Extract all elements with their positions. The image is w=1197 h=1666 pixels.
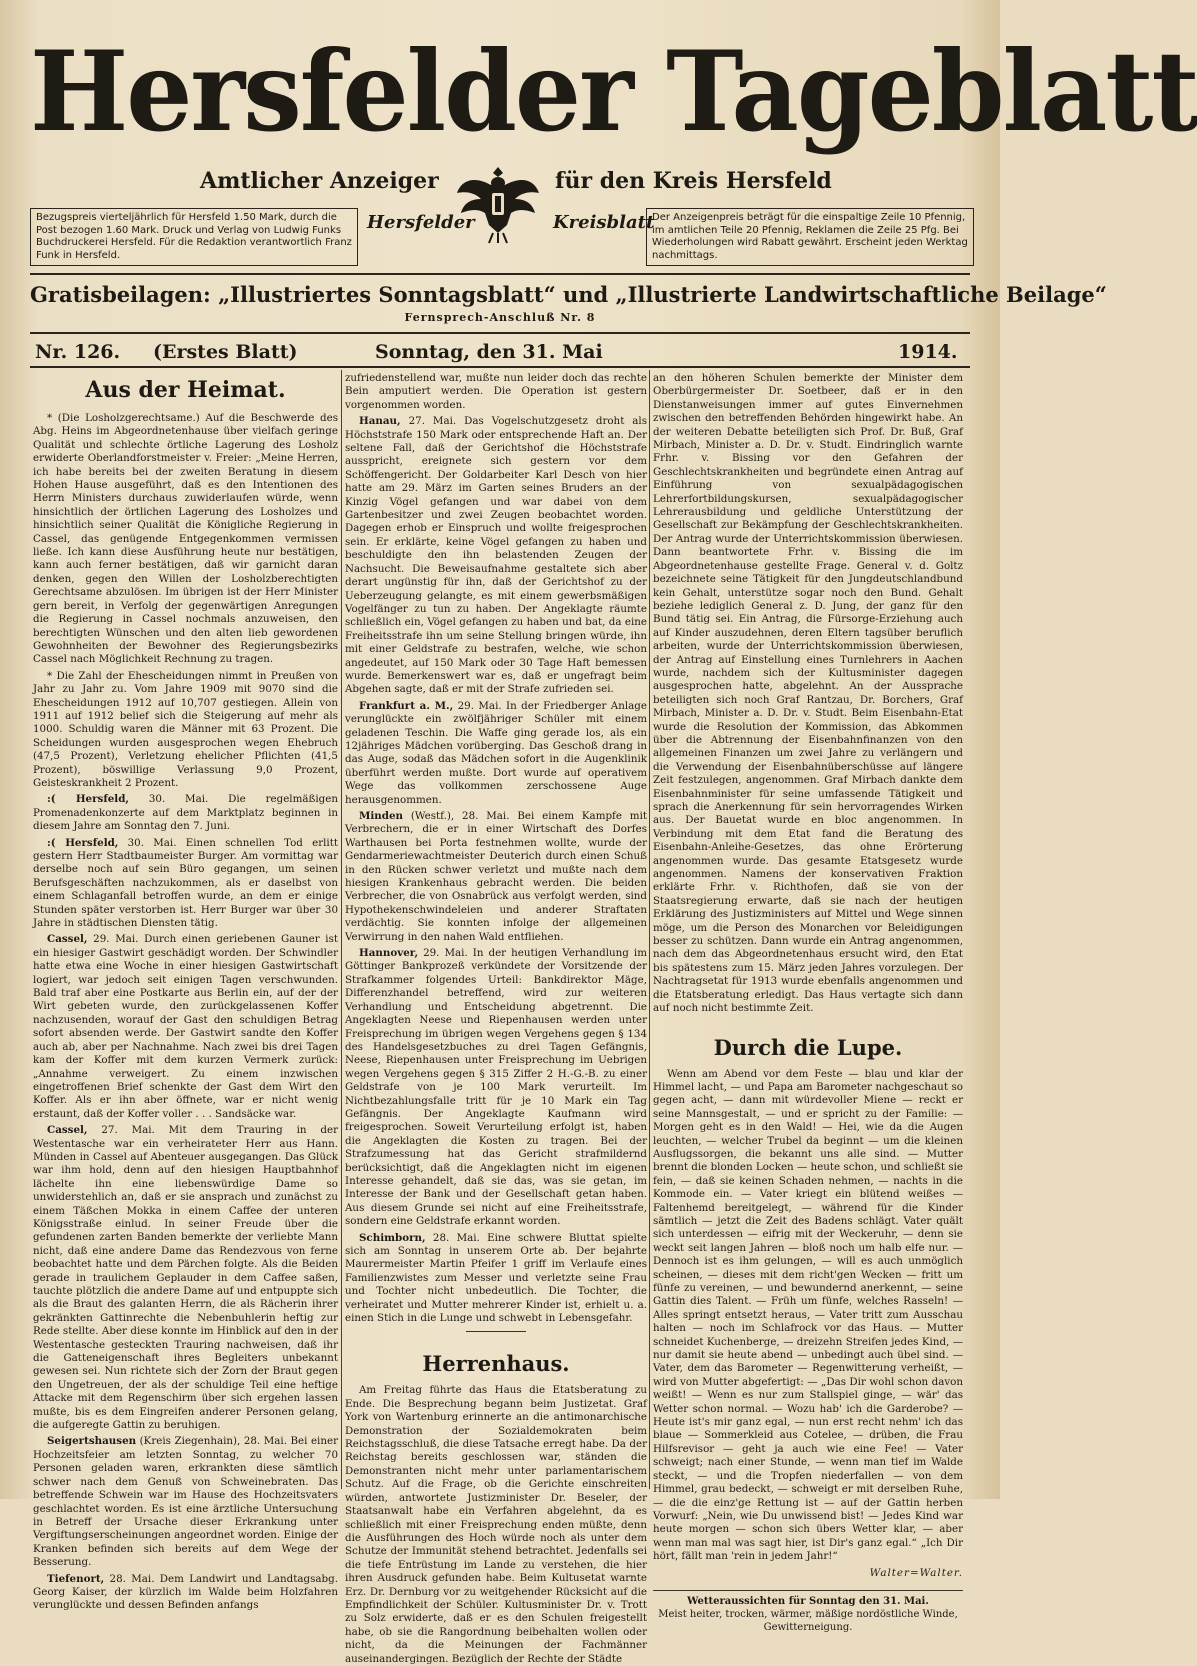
masthead-rule bbox=[30, 273, 970, 275]
poem: Wenn am Abend vor dem Feste — blau und klar der Himmel lacht, — und Papa am Barometer nachgeschaut so gegen acht, — dann mit würdevoller Miene — reckt er seine Mannsgestalt, — und er spricht zu der Familie: — Morgen geht es in den Wald! — Hei, wie da die Augen leuchten, — welcher Trubel da beginnt — um die kleinen Ausflugssorgen, die bekannt uns alle sind. — Mutter brennt die blonden Locken — heute schon, und schließt sie fein, — daß sie keinen Schaden nehmen, — nachts in die Kommode ein. — Vater kriegt ein blütend weißes — Faltenhemd bereitgelegt, — während für die Kinder sämtlich — jetzt die Zeit des Badens schlägt. Vater quält sich unterdessen — eifrig mit der Weckeruhr, — denn sie weckt seit langen Jahren — bloß noch um halb elfe nur. — Dennoch ist es ihm gelungen, — will es auch unmöglich scheinen, — dieses mit dem richt'gen Wecken — fritt um fünfe zu vereinen, — und bewundernd anerkennt, — seine Gattin dies Talent. — Früh um fünfe, welches Rasseln! — Alles springt entsetzt heraus, — Vater tritt zum Ausschau halten — noch im Schlafrock vor das Haus. — Mutter schneidet Kuchenberge, — dreizehn Streifen jedes Kind, — nur damit sie heute abend — unbedingt auch übel sind. — Vater, dem das Barometer — Regenwitterung verheißt, — wird von Mutter abgefertigt: — „Das Dir wohl schon davon weißt! — Wenn es nur zum Stallspiel ginge, — wär' das Wetter schon normal. — Wozu hab' ich die Garderobe? — Heute ist's mir ganz egal, — nun erst recht nehm' ich das blaue — Sommerkleid aus Cotelee, — drüben, die Frau Hilfsrevisor — geht ja auch wie eine Fee! — Vater schweigt; nach einer Stunde, — wenn man tief im Walde steckt, — und die Tropfen niederfallen — von dem Himmel, grau bedeckt, — schweigt er mit derselben Ruhe, — die die einz'ge Rettung ist — auf der Gattin herben Vorwurf: „Nein, wie Du unwissend bist! — Jedes Kind war heute morgen — schon sich übers Wetter klar, — aber wenn man mal was sagt hier, ist Dir's ganz egal.“ „Ich Dir hört, fällt man 'rein in jedem Jahr!“ bbox=[653, 1067, 963, 1563]
dateline: Tiefenort, bbox=[47, 1572, 105, 1585]
article: Schimborn, 28. Mai. Eine schwere Bluttat spielte sich am Sonntag in unserem Orte ab. Der bejahrte Maurermeister Martin Pfeifer 1 griff im Verlaufe eines Familienzwistes zum Messer und verletzte seine Frau und Tochter nicht unbedeutlich. Die Tochter, die verheiratet und Mutter mehrerer Kinder ist, erhielt u. a. einen Stich in die Lunge und schwebt in Lebensgefahr. bbox=[345, 1231, 647, 1325]
signature: Walter=Walter. bbox=[869, 1566, 963, 1579]
section-heading: Herrenhaus. bbox=[422, 1351, 570, 1377]
article: Hannover, 29. Mai. In der heutigen Verhandlung im Göttinger Bankprozeß verkündete der Vorsitzende der Strafkammer folgendes Urteil: Bankdirektor Mäge, Differenzhandel betreffend, wird zur weiteren Verhandlung und Entscheidung abgetrennt. Die Angeklagten Neese und Riepenhausen werden unter Freisprechung im übrigen wegen Vergehens gegen § 134 des Handelsgesetzbuches zu drei Tagen Gefängnis, Neese, Riepenhausen unter Freisprechung im Uebrigen wegen Vergehens gegen § 315 Ziffer 2 H.-G.-B. zu einer Geldstrafe von je 100 Mark verurteilt. Im Nichtbezahlungsfalle tritt für je 10 Mark ein Tag Gefängnis. Der Angeklagte Kaufmann wird freigesprochen. Soweit Verurteilung erfolgt ist, haben die Angeklagten die Kosten zu tragen. Bei der Strafzumessung hat das Gericht strafmildernd berücksichtigt, daß die Angeklagten nicht im eigenen Interesse gehandelt, daß sie das, was sie getan, im Interesse der Bank und der Gesellschaft getan haben. Aus diesem Grunde sei nicht auf eine Freiheitsstrafe, sondern eine Geldstrafe erkannt worden. bbox=[345, 947, 647, 1228]
dateline: Schimborn, bbox=[359, 1231, 426, 1244]
article: Frankfurt a. M., 29. Mai. In der Friedberger Anlage verunglückte ein zwölfjähriger Schüler mit einem geladenen Teschin. Die Waffe ging gerade los, als ein 12jähriges Mädchen vorüberging. Das Geschoß drang in das Auge, sodaß das Mädchen sofort in die Augenklinik überführt werden mußte. Dort wurde auf operativem Wege das vollkommen zerschossene Auge herausgenommen. bbox=[345, 699, 647, 806]
dateline: :( Hersfeld, bbox=[47, 836, 119, 849]
issue-rule-bottom bbox=[30, 366, 970, 368]
kreisblatt-label-left: Hersfelder bbox=[367, 212, 475, 233]
weather-text: Meist heiter, trocken, wärmer, mäßige nordöstliche Winde, Gewitterneigung. bbox=[658, 1608, 958, 1633]
column-divider bbox=[649, 370, 650, 1489]
dateline: Minden bbox=[359, 810, 404, 822]
article: Cassel, 29. Mai. Durch einen geriebenen Gauner ist ein hiesiger Gastwirt geschädigt worden. Der Schwindler hatte etwa eine Woche in einer hiesigen Gastwirtschaft logiert, war jedoch seit einigen Tagen verschwunden. Bald traf aber eine Postkarte aus Berlin ein, auf der der Wirt gebeten wurde, den zurückgelassenen Koffer nachzusenden, worauf der Gast den schuldigen Betrag sofort absenden werde. Der Gastwirt sandte den Koffer auch ab, aber per Nachnahme. Nach zwei bis drei Tagen kam der Koffer mit dem kurzen Vermerk zurück: „Annahme verweigert. Zu einem inzwischen eingetroffenen Brief schenkte der Gast dem Wirt den Koffer. Als er ihn aber öffnete, war er nicht wenig erstaunt, daß der Koffer voller . . . Sandsäcke war. bbox=[33, 933, 339, 1120]
article: :( Hersfeld, 30. Mai. Einen schnellen Tod erlitt gestern Herr Stadtbaumeister Burger. Am vormittag war derselbe noch auf sein Büro gegangen, um seinen Berufsgeschäften nachzukommen, als er daselbst von einem Schlaganfall betroffen wurde, an dem er einige Stunden später verstorben ist. Herr Burger war über 30 Jahre in städtischen Diensten tätig. bbox=[33, 836, 338, 930]
dateline: Cassel, bbox=[47, 1124, 88, 1137]
dateline: :( Hersfeld, bbox=[47, 793, 129, 806]
dateline: Frankfurt a. M., bbox=[359, 699, 454, 712]
dateline: Seigertshausen bbox=[47, 1435, 137, 1448]
article: Minden (Westf.), 28. Mai. Bei einem Kampfe mit Verbrechern, die er in einer Wirtschaft des Dorfes Warthausen bei Porta festnehmen wollte, wurde der Gendarmeriewachtmeister Deuterich durch einen Schuß in den Rücken schwer verletzt und mußte nach dem hiesigen Krankenhaus gebracht werden. Die beiden Verbrecher, die von Osnabrück aus verfolgt werden, sind Hypothekenschwindeleien und anderer Straftaten verdächtig. Sie konnten infolge der allgemeinen Verwirrung in den nahen Wald entfliehen. bbox=[345, 810, 647, 943]
article: Seigertshausen (Kreis Ziegenhain), 28. Mai. Bei einer Hochzeitsfeier am letzten Sonntag, zu welcher 70 Personen geladen waren, erkrankten diese sämtlich schwer nach dem Genuß von Schweinebraten. Das betreffende Schwein war im Hause des Hochzeitsvaters geschlachtet worden. Es ist eine ärztliche Untersuchung in Betreff der Ursache dieser Erkrankung unter Vergiftungserscheinungen angeordnet worden. Einige der Kranken befinden sich bereits auf dem Wege der Besserung. bbox=[33, 1435, 339, 1569]
issue-sheet: (Erstes Blatt) bbox=[153, 341, 298, 363]
beilagen-line: Gratisbeilagen: „Illustriertes Sonntagsblatt“ und „Illustrierte Landwirtschaftliche Beilage“ bbox=[30, 282, 1107, 307]
article: :( Hersfeld, 30. Mai. Die regelmäßigen Promenadenkonzerte auf dem Marktplatz beginnen in diesem Jahre am Sonntag den 7. Juni. bbox=[33, 793, 338, 833]
column-divider bbox=[341, 370, 342, 1489]
article: Hanau, 27. Mai. Das Vogelschutzgesetz droht als Höchststrafe 150 Mark oder entsprechende Haft an. Der seltene Fall, daß der Gerichtshof die Höchststrafe ausspricht, ereignete sich gestern vor dem Schöffengericht. Der Goldarbeiter Karl Desch von hier hatte am 29. März im Garten seines Bruders an der Kinzig Vögel gefangen und war dabei von dem Gartenbesitzer und zwei Zeugen beobachtet worden. Dagegen erhob er Einspruch und wollte freigesprochen sein. Er erklärte, keine Vögel gefangen zu haben und beschuldigte den ihn belastenden Zeugen der Nachsucht. Die Beweisaufnahme gestaltete sich aber derart ungünstig für ihn, daß der Gerichtshof zu der Ueberzeugung gelangte, es mit einem gewerbsmäßigen Vogelfänger zu tun zu haben. Der Angeklagte räumte schließlich ein, Vögel gefangen zu haben und bat, da eine Freiheitsstrafe ihn um seine Stellung bringen würde, ihn mit einer Geldstrafe zu bestrafen, welche, wie schon angedeutet, auf 150 Mark oder 30 Tage Haft bemessen wurde. Bemerkenswert war es, daß er ungefragt beim Abgehen sagte, daß er mit der Strafe zufrieden sei. bbox=[345, 415, 647, 696]
column-1 bbox=[33, 372, 339, 1612]
issue-date: Sonntag, den 31. Mai bbox=[375, 341, 603, 363]
issue-year: 1914. bbox=[898, 341, 958, 363]
fernsprech-line: Fernsprech-Anschluß Nr. 8 bbox=[404, 311, 596, 324]
subtitle-left: Amtlicher Anzeiger bbox=[200, 168, 439, 194]
dateline: Hannover, bbox=[359, 947, 419, 960]
column-3 bbox=[653, 372, 963, 1633]
article: an den höheren Schulen bemerkte der Minister dem Oberbürgermeister Dr. Soetbeer, daß er in den Dienstanweisungen immer auf gutes Einvernehmen zwischen den betreffenden Behörden hingewirkt habe. An der weiteren Debatte beteiligten sich Prof. Dr. Buß, Graf Mirbach, Minister a. D. Dr. v. Studt. Eindringlich warnte Frhr. v. Bissing vor den Gefahren der Geschlechtskrankheiten und begründete einen Antrag auf Einführung von sexualpädagogischen Lehrerfortbildungskursen, sexualpädagogischer Lehrerausbildung und geldliche Unterstützung der Gesellschaft zur Bekämpfung der Geschlechtskrankheiten. Der Antrag wurde der Unterrichtskommission überwiesen. Dann beantwortete Frhr. v. Bissing die im Abgeordnetenhause gestellte Frage. General v. d. Goltz bezeichnete seine Tätigkeit für den Jungdeutschlandbund kein Gehalt, unterstütze sogar noch den Bund. Gehalt beziehe lediglich General z. D. Jung, der ganz für den Bund tätig sei. Ein Antrag, die Fürsorge-Erziehung auch auf Kinder auszudehnen, deren Eltern tagsüber beruflich arbeiten, wurde der Unterrichtskommission überwiesen, der Antrag auf Einstellung eines Turnlehrers in Aachen wurde, nachdem sich der Kultusminister dagegen ausgesprochen hatte, abgelehnt. An der Aussprache beteiligten sich noch Graf Rantzau, Dr. Borchers, Graf Mirbach, Minister a. D. Dr. v. Studt. Beim Eisenbahn-Etat wurde die Resolution der Kommission, das Abkommen über die Abtrennung der Eisenbahnfinanzen von den allgemeinen Finanzen um zwei Jahre zu verlängern und die Verwendung der Eisenbahnüberschüsse auf längere Zeit festzulegen, angenommen. Graf Mirbach dankte dem Eisenbahnminister für seine umfassende Tätigkeit und sprach die Anerkennung für sein hervorragendes Wirken aus. Der Bauetat wurde en bloc angenommen. In Verbindung mit dem Etat fand die Beratung des Eisenbahn-Anleihe-Gesetzes, das ohne Erörterung angenommen wurde. Das gesamte Etatsgesetz wurde angenommen. Namens der konservativen Fraktion erklärte Frhr. v. Richthofen, daß sie von der Staatsregierung erwarte, daß sie nach der heutigen Erklärung des Justizministers auf Mittel und Wege sinnen möge, um die Person des Monarchen vor Beleidigungen besser zu schützen. Dann wurde ein Antrag angenommen, nach dem das Abgeordnetenhaus ersucht wird, den Etat bis spätestens zum 15. März jeden Jahres vorzulegen. Der Nachtragsetat für 1913 wurde ebenfalls angenommen und die Etatsberatung erledigt. Das Haus vertagte sich dann auf noch nicht bestimmte Zeit. bbox=[653, 372, 963, 1015]
advertising-box: Der Anzeigenpreis beträgt für die einspaltige Zeile 10 Pfennig, im amtlichen Teile 20 Pfennig, Reklamen die Zeile 25 Pfg. Bei Wiederholungen wird Rabatt gewährt. Erscheint jeden Werktag nachmittags. bbox=[646, 208, 974, 266]
section-heading: Aus der Heimat. bbox=[85, 377, 286, 403]
column-2 bbox=[345, 372, 647, 1665]
issue-number: Nr. 126. bbox=[35, 341, 121, 363]
article: Tiefenort, 28. Mai. Dem Landwirt und Landtagsabg. Georg Kaiser, der kürzlich im Walde beim Holzfahren verunglückte und dessen Befinden anfangs bbox=[33, 1572, 338, 1612]
kreisblatt-label-right: Kreisblatt bbox=[553, 212, 655, 233]
dateline: Hanau, bbox=[359, 415, 401, 428]
section-heading: Durch die Lupe. bbox=[713, 1034, 903, 1060]
issue-rule-top bbox=[30, 332, 970, 334]
subscription-box: Bezugspreis vierteljährlich für Hersfeld 1.50 Mark, durch die Post bezogen 1.60 Mark. Druck und Verlag von Ludwig Funks Buchdruckerei Hersfeld. Für die Redaktion verantwortlich Franz Funk in Hersfeld. bbox=[30, 208, 358, 266]
masthead-title: Hersfelder Tageblatt bbox=[30, 26, 1197, 157]
article: * (Die Losholzgerechtsame.) Auf die Beschwerde des Abg. Heins im Abgeordnetenhause über vielfach geringe Qualität und schlechte örtliche Lagerung des Losholz erwiderte Oberlandforstmeister v. Freier: „Meine Herren, ich habe bereits bei der zweiten Beratung in diesem Hohen Hause ausgeführt, daß es den Intentionen des Herrn Ministers durchaus zuwiderlaufen würde, wenn hinsichtlich der örtlichen Lagerung des Losholzes und hinsichtlich seiner Qualität die Königliche Regierung in Cassel, das genügende Entgegenkommen vermissen ließe. Ich kann diese Ausführung heute nur bestätigen, kann auch ferner bestätigen, daß wir garnicht daran denken, gegen den Willen der Losholzberechtigten Gerechtsame abzulösen. Im übrigen ist der Herr Minister gern bereit, in Verfolg der gegenwärtigen Anregungen die Regierung in Cassel nochmals anzuweisen, den berechtigten Wünschen und den alten lieb gewordenen Gewohnheiten der Bewohner des Regierungsbezirks Cassel nach Möglichkeit Rechnung zu tragen. bbox=[33, 412, 338, 666]
article: Am Freitag führte das Haus die Etatsberatung zu Ende. Die Besprechung begann beim Justizetat. Graf York von Wartenburg erinnerte an die antimonarchische Demonstration der Sozialdemokraten beim Reichstagsschluß, die diese Tatsache erregt habe. Da der Reichstag bereits geschlossen war, ständen die Demonstranten nicht mehr unter parlamentarischem Schutz. Auf die Frage, ob die Gerichte einschreiten würden, antwortete Justizminister Dr. Beseler, der Staatsanwalt habe ein Verfahren abgelehnt, da es schließlich mit einer Freisprechung enden müßte, denn die Ausführungen des Hoch würde noch als unter dem Schutze der Immunität stehend betrachtet. Jedenfalls sei die tiefe Entrüstung im Lande zu verstehen, die hier ihren Ausdruck gefunden habe. Beim Kultusetat warnte Erz. Dr. Dernburg vor zu weitgehender Rücksicht auf die Empfindlichkeit der Schüler. Kultusminister Dr. v. Trott zu Solz erwiderte, daß er es den Schulen freigestellt habe, ob sie die Rangordnung beibehalten wollen oder nicht, da die Meinungen der Fachmänner auseinandergingen. Bezüglich der Rechte der Städte bbox=[345, 1384, 647, 1665]
weather-title: Wetteraussichten für Sonntag den 31. Mai. bbox=[687, 1595, 929, 1607]
article: zufriedenstellend war, mußte nun leider doch das rechte Bein amputiert werden. Die Operation ist gestern vorgenommen worden. bbox=[345, 372, 647, 411]
article: Cassel, 27. Mai. Mit dem Trauring in der Westentasche war ein verheirateter Herr aus Hann. Münden in Cassel auf Abenteuer ausgegangen. Das Glück war ihm hold, denn auf den hiesigen Hauptbahnhof lächelte ihn eine liebenswürdige Dame so unwiderstehlich an, daß er sie ansprach und zunächst zu einem Täßchen Mokka in einem Caffee der unteren Königsstraße einlud. In seiner Freude über die gefundenen zarten Banden bemerkte der verliebte Mann nicht, daß eine andere Dame das Rendezvous von ferne beobachtet hatte und dem Pärchen folgte. Als die Beiden gerade in traulichem Geplauder in dem Caffee saßen, tauchte plötzlich die andere Dame auf und entpuppte sich als die Braut des galanten Herrn, die als Rächerin ihrer gekränkten Gattinrechte die Nebenbuhlerin heftig zur Rede stellte. Aber diese konnte im Hinblick auf den in der Westentasche gesteckten Trauring nachweisen, daß ihr die Gatteneigenschaft ihres Begleiters unbekannt gewesen sei. Nun richtete sich der Zorn der Braut gegen den Ungetreuen, der als der schuldige Teil eine heftige Attacke mit dem Regenschirm über sich ergehen lassen mußte, bis es dem Eingreifen anderer Personen gelang, die aufgeregte Gattin zu beruhigen. bbox=[33, 1124, 338, 1432]
dateline: Cassel, bbox=[47, 933, 88, 946]
subtitle-right: für den Kreis Hersfeld bbox=[555, 168, 832, 194]
article: * Die Zahl der Ehescheidungen nimmt in Preußen von Jahr zu Jahr zu. Vom Jahre 1909 mit 9070 sind die Ehescheidungen 1912 auf 10,707 gestiegen. Allein von 1911 auf 1912 belief sich die Steigerung auf mehr als 1000. Schuldig waren die Männer mit 63 Prozent. Die Scheidungen wurden ausgesprochen wegen Ehebruch (47,5 Prozent), Verletzung ehelicher Pflichten (41,5 Prozent), böswillige Verlassung 9,0 Prozent, Geisteskrankheit 2 Prozent. bbox=[33, 669, 338, 789]
weather-box bbox=[653, 1590, 963, 1634]
separator bbox=[466, 1331, 526, 1332]
